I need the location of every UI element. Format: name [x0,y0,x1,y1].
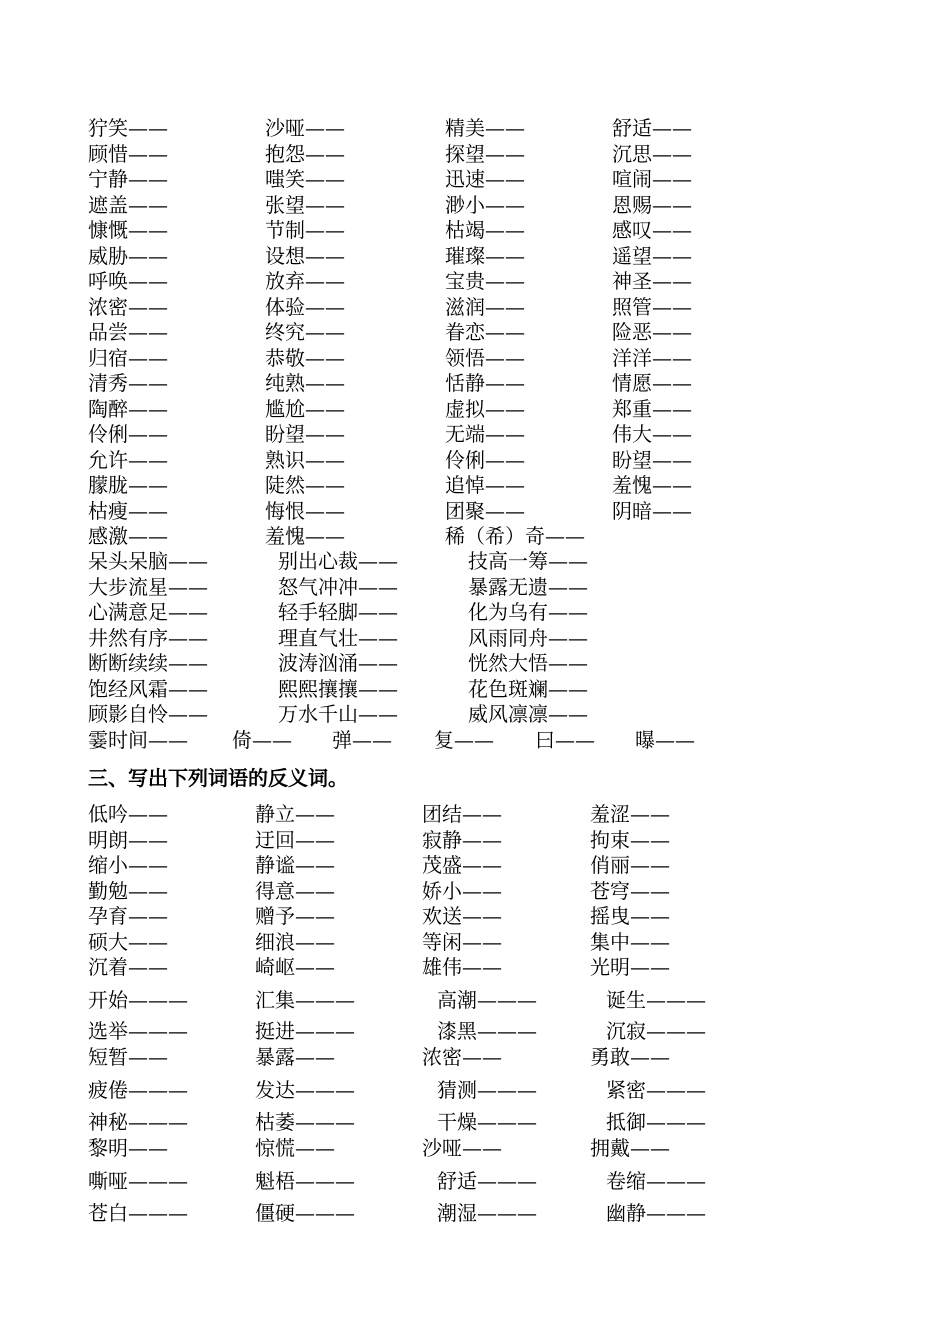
word-cell: 品尝—— [88,320,168,344]
word-cell: 喧闹—— [612,167,692,191]
antonym-cell: 僵硬——— [255,1201,355,1225]
word-cell: 节制—— [265,218,345,242]
antonym-cell: 赠予—— [255,904,335,928]
section-three-title: 三、写出下列词语的反义词。 [88,766,348,790]
word-cell: 万水千山—— [278,702,398,726]
antonym-cell: 干燥——— [437,1110,537,1134]
word-cell: 心满意足—— [88,600,208,624]
word-cell: 顾影自怜—— [88,702,208,726]
word-cell: 设想—— [265,243,345,268]
antonym-cell: 神秘——— [88,1110,188,1134]
word-cell: 恬静—— [445,371,525,395]
word-cell: 宁静—— [88,167,168,191]
antonym-cell: 摇曳—— [590,904,670,928]
antonym-cell: 静立—— [255,802,335,826]
antonym-cell: 诞生——— [606,988,706,1012]
word-cell: 陡然—— [265,473,345,497]
antonym-cell: 细浪—— [255,930,335,954]
word-cell: 精美—— [445,116,525,140]
word-cell: 风雨同舟—— [468,625,588,650]
word-cell: 熟识—— [265,447,345,472]
antonym-cell: 沉着—— [88,955,168,979]
word-cell: 熙熙攘攘—— [278,676,398,701]
antonym-row [88,1019,888,1045]
word-cell: 团聚—— [445,498,525,523]
antonym-cell: 枯萎——— [255,1110,355,1134]
antonym-cell: 得意—— [255,879,335,903]
word-cell: 沙哑—— [265,116,345,140]
antonym-cell: 团结—— [422,802,502,826]
word-cell: 井然有序—— [88,625,208,650]
word-cell: 照管—— [612,294,692,319]
word-cell: 滋润—— [445,294,525,319]
word-cell: 嗤笑—— [265,167,345,191]
antonym-cell: 勇敢—— [590,1045,670,1069]
word-cell: 情愿—— [612,371,692,395]
antonym-cell: 开始——— [88,988,188,1012]
antonym-cell: 嘶哑——— [88,1169,188,1193]
antonym-row [88,1136,888,1162]
antonym-cell: 暴露—— [255,1045,335,1069]
antonym-cell: 幽静——— [606,1201,706,1225]
antonym-cell: 茂盛—— [422,853,502,877]
single-word: 复—— [434,728,494,752]
word-cell: 波涛汹涌—— [278,651,398,675]
word-cell: 终究—— [265,320,345,344]
word-cell: 恍然大悟—— [468,651,588,675]
word-cell: 羞愧—— [265,524,345,548]
word-cell: 羞愧—— [612,473,692,497]
antonym-cell: 缩小—— [88,853,168,877]
word-cell: 轻手轻脚—— [278,600,398,624]
antonym-row [88,828,888,854]
word-cell: 呆头呆脑—— [88,549,208,573]
antonym-cell: 浓密—— [422,1045,502,1069]
word-cell: 无端—— [445,422,525,446]
word-cell: 渺小—— [445,192,525,217]
word-cell: 纯熟—— [265,371,345,395]
antonym-cell: 紧密——— [606,1078,706,1102]
word-cell: 怒气冲冲—— [278,574,398,599]
antonym-row [88,955,888,981]
word-cell: 盼望—— [612,447,692,472]
antonym-cell: 卷缩——— [606,1169,706,1193]
antonym-cell: 寂静—— [422,828,502,852]
antonym-cell: 沙哑—— [422,1136,502,1160]
word-cell: 宝贵—— [445,269,525,293]
word-cell: 威风凛凛—— [468,702,588,726]
antonym-cell: 迂回—— [255,828,335,852]
word-cell: 技高一筹—— [468,549,588,573]
antonym-row [88,988,888,1014]
word-cell: 张望—— [265,192,345,217]
word-cell: 归宿—— [88,345,168,370]
word-cell: 遮盖—— [88,192,168,217]
antonym-cell: 雄伟—— [422,955,502,979]
antonym-cell: 黎明—— [88,1136,168,1160]
word-cell: 枯竭—— [445,218,525,242]
antonym-cell: 羞涩—— [590,802,670,826]
antonym-cell: 抵御——— [606,1110,706,1134]
word-cell: 化为乌有—— [468,600,588,624]
antonym-cell: 猜测——— [437,1078,537,1102]
single-word: 曝—— [635,728,695,752]
word-cell: 别出心裁—— [278,549,398,573]
word-cell: 陶醉—— [88,396,168,421]
antonym-cell: 汇集——— [255,988,355,1012]
word-cell: 花色斑斓—— [468,676,588,701]
antonym-cell: 发达——— [255,1078,355,1102]
word-cell: 浓密—— [88,294,168,319]
antonym-cell: 勤勉—— [88,879,168,903]
antonym-cell: 崎岖—— [255,955,335,979]
word-cell: 洋洋—— [612,345,692,370]
word-cell: 眷恋—— [445,320,525,344]
antonym-row [88,1110,888,1136]
word-cell: 顾惜—— [88,141,168,166]
word-cell: 沉思—— [612,141,692,166]
word-cell: 领悟—— [445,345,525,370]
word-cell: 呼唤—— [88,269,168,293]
word-cell: 恩赐—— [612,192,692,217]
antonym-cell: 娇小—— [422,879,502,903]
antonym-cell: 沉寂——— [606,1019,706,1043]
word-cell: 狞笑—— [88,116,168,140]
antonym-cell: 孕育—— [88,904,168,928]
antonym-cell: 苍穹—— [590,879,670,903]
word-cell: 伟大—— [612,422,692,446]
single-word: 曰—— [535,728,595,752]
word-cell: 追悼—— [445,473,525,497]
antonym-cell: 高潮——— [437,988,537,1012]
antonym-cell: 俏丽—— [590,853,670,877]
word-cell: 阴暗—— [612,498,692,523]
single-word: 弹—— [332,728,392,752]
word-cell: 伶俐—— [88,422,168,446]
word-cell: 舒适—— [612,116,692,140]
antonym-cell: 明朗—— [88,828,168,852]
antonym-row [88,802,888,828]
antonym-row [88,853,888,879]
single-word: 倚—— [232,728,292,752]
antonym-cell: 漆黑——— [437,1019,537,1043]
word-cell: 朦胧—— [88,473,168,497]
antonym-cell: 苍白——— [88,1201,188,1225]
word-cell: 慷慨—— [88,218,168,242]
antonym-cell: 舒适——— [437,1169,537,1193]
word-cell: 神圣—— [612,269,692,293]
antonym-row [88,930,888,956]
single-word: 霎时间—— [88,728,188,752]
word-cell: 枯瘦—— [88,498,168,523]
word-cell: 遥望—— [612,243,692,268]
word-cell: 断断续续—— [88,651,208,675]
word-cell: 抱怨—— [265,141,345,166]
word-cell: 威胁—— [88,243,168,268]
antonym-cell: 拘束—— [590,828,670,852]
antonym-row [88,1169,888,1195]
word-cell: 稀（希）奇—— [445,524,585,548]
antonym-cell: 魁梧——— [255,1169,355,1193]
word-cell: 虚拟—— [445,396,525,421]
antonym-cell: 惊慌—— [255,1136,335,1160]
word-cell: 感叹—— [612,218,692,242]
antonym-row [88,1045,888,1071]
word-cell: 感激—— [88,524,168,548]
word-cell: 饱经风霜—— [88,676,208,701]
word-cell: 尴尬—— [265,396,345,421]
word-cell: 体验—— [265,294,345,319]
antonym-cell: 集中—— [590,930,670,954]
word-cell: 大步流星—— [88,574,208,599]
antonym-cell: 等闲—— [422,930,502,954]
antonym-cell: 欢送—— [422,904,502,928]
antonym-row [88,1201,888,1227]
word-cell: 盼望—— [265,422,345,446]
antonym-cell: 选举——— [88,1019,188,1043]
word-cell: 理直气壮—— [278,625,398,650]
word-cell: 悔恨—— [265,498,345,523]
word-cell: 放弃—— [265,269,345,293]
word-cell: 郑重—— [612,396,692,421]
word-cell: 恭敬—— [265,345,345,370]
antonym-row [88,904,888,930]
word-cell: 探望—— [445,141,525,166]
word-cell: 清秀—— [88,371,168,395]
word-cell: 迅速—— [445,167,525,191]
antonym-cell: 静谧—— [255,853,335,877]
word-cell: 允许—— [88,447,168,472]
word-cell: 暴露无遗—— [468,574,588,599]
antonym-cell: 拥戴—— [590,1136,670,1160]
word-cell: 伶俐—— [445,447,525,472]
antonym-cell: 挺进——— [255,1019,355,1043]
antonym-cell: 潮湿——— [437,1201,537,1225]
antonym-row [88,879,888,905]
antonym-cell: 短暂—— [88,1045,168,1069]
antonym-cell: 光明—— [590,955,670,979]
antonym-cell: 低吟—— [88,802,168,826]
antonym-row [88,1078,888,1104]
word-cell: 险恶—— [612,320,692,344]
antonym-cell: 疲倦——— [88,1078,188,1102]
word-cell: 璀璨—— [445,243,525,268]
antonym-cell: 硕大—— [88,930,168,954]
